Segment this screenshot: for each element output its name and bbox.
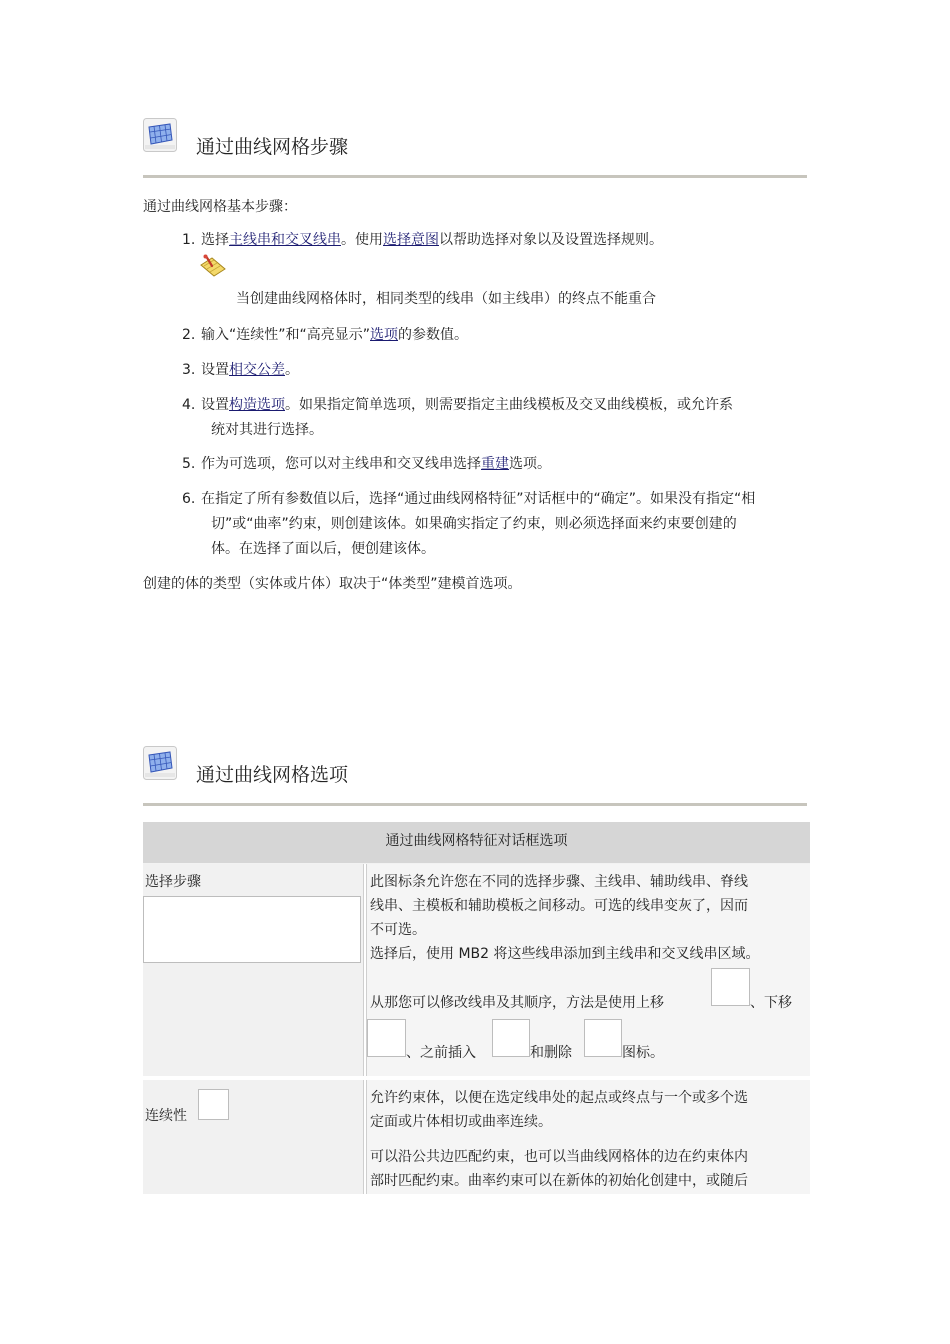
step-item — [182, 228, 808, 253]
selection-steps-toolbar-image — [143, 896, 361, 963]
step-item — [182, 452, 808, 477]
step-number: 4. — [182, 397, 196, 413]
step-item — [182, 323, 808, 348]
link-intersection-tolerance[interactable]: 相交公差 — [229, 362, 285, 378]
continuity-icon — [198, 1089, 229, 1120]
section-divider — [143, 803, 807, 806]
step-text: 作为可选项，您可以对主线串和交叉线串选择 — [201, 456, 481, 472]
section-header-steps — [143, 118, 807, 182]
step-item — [182, 487, 808, 562]
link-selection-intent[interactable]: 选择意图 — [383, 232, 439, 248]
step-number: 3. — [182, 362, 196, 378]
description-line: 图标。 — [622, 1045, 664, 1061]
link-options[interactable]: 选项 — [370, 327, 399, 343]
move-up-icon — [711, 968, 750, 1006]
table-cell-label — [143, 864, 364, 1076]
table-cell-description — [366, 1080, 810, 1194]
description-line: 定面或片体相切或曲率连续。 — [370, 1114, 552, 1130]
intro-text: 通过曲线网格基本步骤： — [143, 199, 297, 215]
description-line: 部时匹配约束。曲率约束可以在新体的初始化创建中，或随后 — [370, 1173, 748, 1189]
description-line: 、之前插入 — [406, 1045, 476, 1061]
table-cell-label — [143, 1080, 364, 1194]
option-label: 连续性 — [145, 1108, 187, 1124]
description-line: 线串、主模板和辅助模板之间移动。可选的线串变灰了，因而 — [370, 898, 748, 914]
section-title: 通过曲线网格选项 — [196, 764, 349, 786]
step-text: 选择 — [201, 232, 229, 248]
description-line: 允许约束体，以便在选定线串处的起点或终点与一个或多个选 — [370, 1090, 748, 1106]
description-line: 、下移 — [750, 995, 792, 1011]
closing-text: 创建的体的类型（实体或片体）取决于“体类型”建模首选项。 — [143, 576, 522, 592]
step-text: 的参数值。 — [398, 327, 469, 343]
step-text: 在指定了所有参数值以后，选择“通过曲线网格特征”对话框中的“确定”。如果没有指定“相 — [201, 491, 756, 507]
table-cell-description — [366, 864, 810, 1076]
description-line: 从那您可以修改线串及其顺序，方法是使用上移 — [370, 995, 664, 1011]
description-line: 此图标条允许您在不同的选择步骤、主线串、辅助线串、脊线 — [370, 874, 748, 890]
link-construction-options[interactable]: 构造选项 — [229, 397, 285, 413]
link-main-cross-strings[interactable]: 主线串和交叉线串 — [229, 232, 341, 248]
step-text: 。使用 — [341, 232, 383, 248]
table-header: 通过曲线网格特征对话框选项 — [143, 822, 810, 864]
delete-icon — [584, 1019, 622, 1057]
step-number: 5. — [182, 456, 196, 472]
step-number: 6. — [182, 491, 196, 507]
note-pencil-icon — [198, 254, 228, 280]
options-table — [143, 822, 810, 1194]
description-line: 选择后，使用 MB2 将这些线串添加到主线串和交叉线串区域。 — [370, 946, 760, 962]
move-down-icon — [367, 1019, 406, 1057]
mesh-surface-icon — [143, 746, 177, 780]
step-text: 切”或“曲率”约束，则创建该体。如果确实指定了约束，则必须选择面来约束要创建的 — [211, 516, 737, 532]
step-text: 选项。 — [509, 456, 551, 472]
step-item — [182, 358, 808, 383]
section-divider — [143, 175, 807, 178]
step-item — [182, 393, 808, 443]
step-text: 体。在选择了面以后，便创建该体。 — [211, 541, 435, 557]
step-text: 设置 — [201, 397, 229, 413]
step-text: 统对其进行选择。 — [211, 422, 323, 438]
step-text: 。如果指定简单选项，则需要指定主曲线模板及交叉曲线模板，或允许系 — [285, 397, 733, 413]
mesh-surface-icon — [143, 118, 177, 152]
option-label: 选择步骤 — [145, 874, 201, 890]
step-text: 输入“连续性”和“高亮显示” — [201, 327, 371, 343]
step-text: 以帮助选择对象以及设置选择规则。 — [439, 232, 663, 248]
step-number: 2. — [182, 327, 196, 343]
section-title: 通过曲线网格步骤 — [196, 136, 349, 158]
description-line: 不可选。 — [370, 922, 426, 938]
step-number: 1. — [182, 232, 196, 248]
link-rebuild[interactable]: 重建 — [481, 456, 509, 472]
note-text: 当创建曲线网格体时，相同类型的线串（如主线串）的终点不能重合 — [236, 291, 656, 307]
section-header-options — [143, 746, 807, 810]
insert-before-icon — [492, 1019, 530, 1057]
description-line: 和删除 — [530, 1045, 572, 1061]
step-text: 设置 — [201, 362, 229, 378]
step-text: 。 — [285, 362, 299, 378]
description-line: 可以沿公共边匹配约束，也可以当曲线网格体的边在约束体内 — [370, 1149, 748, 1165]
